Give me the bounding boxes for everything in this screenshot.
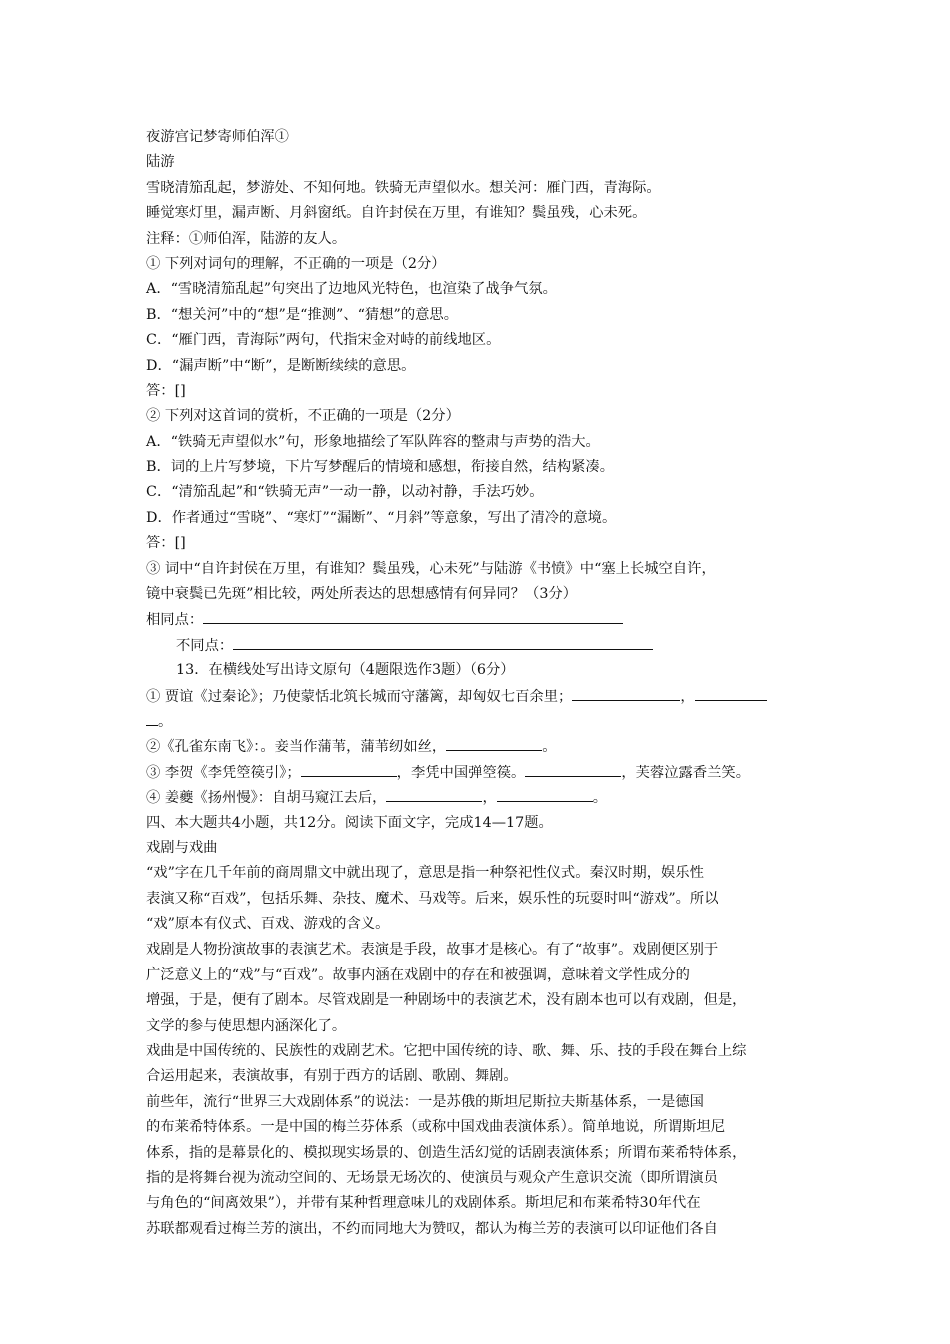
article-p4-line-1: 前些年，流行“世界三大戏剧体系”的说法：一是苏俄的斯坦尼斯拉夫斯基体系，一是德国 [146, 1093, 704, 1110]
q1-option-a: A．“雪晓清笳乱起”句突出了边地风光特色，也渲染了战争气氛。 [146, 281, 557, 298]
poem-author: 陆游 [146, 154, 175, 171]
q13-item-4: ④ 姜夔《扬州慢》：自胡马窥江去后， ， 。 [146, 785, 826, 810]
q13-item1-blank-1[interactable] [572, 684, 680, 701]
q13-item-1: ① 贾谊《过秦论》；乃使蒙恬北筑长城而守藩篱，却匈奴七百余里； ， [146, 684, 826, 709]
poem-line-2: 睡觉寒灯里，漏声断、月斜窗纸。自许封侯在万里，有谁知？鬓虽残，心未死。 [146, 205, 647, 222]
article-p4-line-5: 与角色的“间离效果”），并带有某种哲理意味儿的戏剧体系。斯坦尼和布莱希特30年代在 [146, 1195, 701, 1212]
poem-note: 注释：①师伯浑，陆游的友人。 [146, 230, 347, 247]
q2-answer: 答：[] [146, 535, 186, 552]
section4-heading: 四、本大题共4小题，共12分。阅读下面文字，完成14—17题。 [146, 814, 553, 831]
q3-diff-row [146, 633, 826, 658]
q13-item-3: ③ 李贺《李凭箜篌引》； ，李凭中国弹箜篌。 ，芙蓉泣露香兰笑。 [146, 760, 826, 785]
q13-item3-blank-1[interactable] [301, 760, 397, 777]
q3-stem-line-1: ③ 词中“自许封侯在万里，有谁知？鬓虽残，心未死”与陆游《书愤》中“塞上长城空自许， [146, 560, 716, 577]
q1-option-b: B．“想关河”中的“想”是“推测”、“猜想”的意思。 [146, 306, 459, 323]
article-p1-line-1: “戏”字在几千年前的商周鼎文中就出现了，意思是指一种祭祀性仪式。秦汉时期，娱乐性 [146, 865, 704, 882]
q13-item4-blank-1[interactable] [386, 785, 482, 802]
q1-option-c: C．“雁门西，青海际”两句，代指宋金对峙的前线地区。 [146, 332, 501, 349]
q13-item1-blank-2[interactable] [695, 684, 767, 701]
article-p2-line-3: 增强，于是，便有了剧本。尽管戏剧是一种剧场中的表演艺术，没有剧本也可以有戏剧，但是， [146, 992, 747, 1009]
article-p1-line-3: “戏”原本有仪式、百戏、游戏的含义。 [146, 916, 390, 933]
article-p4-line-6: 苏联都观看过梅兰芳的演出，不约而同地大为赞叹，都认为梅兰芳的表演可以印证他们各自 [146, 1220, 718, 1237]
q3-same-label: 相同点： [146, 612, 204, 629]
poem-line-1: 雪晓清笳乱起，梦游处、不知何地。铁骑无声望似水。想关河：雁门西，青海际。 [146, 179, 661, 196]
article-p4-line-4: 指的是将舞台视为流动空间的、无场景无场次的、使演员与观众产生意识交流（即所谓演员 [146, 1170, 718, 1187]
q13-item1-blank-2-cont[interactable] [146, 709, 158, 726]
q2-option-b: B．词的上片写梦境，下片写梦醒后的情境和感想，衔接自然，结构紧凑。 [146, 459, 615, 476]
q3-same-row [146, 607, 826, 632]
article-p2-line-1: 戏剧是人物扮演故事的表演艺术。表演是手段，故事才是核心。有了“故事”。戏剧便区别于 [146, 941, 719, 958]
q1-stem: ① 下列对词句的理解，不正确的一项是（2分） [146, 255, 446, 272]
q3-diff-label: 不同点： [176, 637, 234, 654]
q13-item-1-cont: 。 [146, 709, 826, 734]
q3-diff-answer-line[interactable] [233, 633, 653, 650]
article-p4-line-2: 的布莱希特体系。一是中国的梅兰芬体系（或称中国戏曲表演体系）。简单地说，所谓斯坦尼 [146, 1119, 726, 1136]
q13-item2-blank[interactable] [446, 734, 542, 751]
q13-item4-blank-2[interactable] [497, 785, 593, 802]
article-p2-line-2: 广泛意义上的“戏”与“百戏”。故事内涵在戏剧中的存在和被强调，意味着文学性成分的 [146, 966, 690, 983]
q2-option-d: D．作者通过“雪晓”、“寒灯”“漏断”、“月斜”等意象，写出了清冷的意境。 [146, 509, 617, 526]
q13-stem: 13．在横线处写出诗文原句（4题限选作3题）（6分） [176, 662, 515, 679]
article-title: 戏剧与戏曲 [146, 839, 218, 856]
document-page [146, 125, 826, 1242]
article-p3-line-1: 戏曲是中国传统的、民族性的戏剧艺术。它把中国传统的诗、歌、舞、乐、技的手段在舞台上综 [146, 1043, 747, 1060]
q2-stem: ② 下列对这首词的赏析，不正确的一项是（2分） [146, 408, 460, 425]
article-p1-line-2: 表演又称“百戏”，包括乐舞、杂技、魔术、马戏等。后来，娱乐性的玩耍时叫“游戏”。所以 [146, 890, 719, 907]
article-p3-line-2: 合运用起来，表演故事，有别于西方的话剧、歌剧、舞剧。 [146, 1068, 518, 1085]
article-p4-line-3: 体系，指的是幕景化的、模拟现实场景的、创造生活幻觉的话剧表演体系；所谓布莱希特体系， [146, 1144, 747, 1161]
poem-title: 夜游宫记梦寄师伯浑① [146, 129, 289, 145]
article-p2-line-4: 文学的参与使思想内涵深化了。 [146, 1017, 347, 1034]
q1-answer: 答：[] [146, 382, 186, 399]
q3-same-answer-line[interactable] [203, 607, 623, 624]
q1-option-d: D．“漏声断”中“断”，是断断续续的意思。 [146, 357, 416, 374]
q13-item3-blank-2[interactable] [525, 760, 621, 777]
q3-stem-line-2: 镜中衰鬓已先斑”相比较，两处所表达的思想感情有何异同？（3分） [146, 586, 578, 603]
q2-option-c: C．“清笳乱起”和“铁骑无声”一动一静，以动衬静，手法巧妙。 [146, 484, 544, 501]
q13-item-2: ②《孔雀东南飞》：。妾当作蒲苇，蒲苇纫如丝， 。 [146, 734, 826, 759]
q2-option-a: A．“铁骑无声望似水”句，形象地描绘了军队阵容的整肃与声势的浩大。 [146, 433, 600, 450]
